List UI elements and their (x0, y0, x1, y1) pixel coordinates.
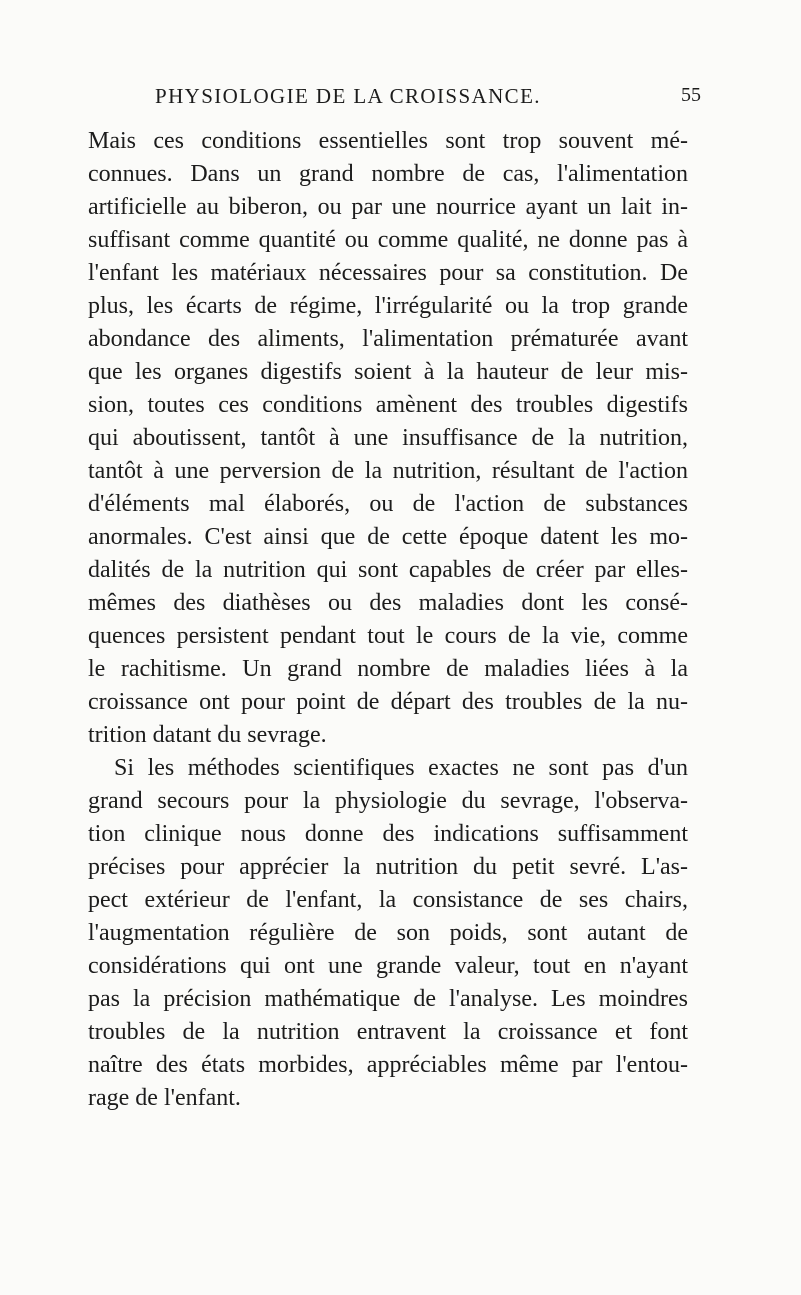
text-line: mêmes des diathèses ou des maladies dont les consé- (88, 590, 688, 616)
text-line: troubles de la nutrition entravent la croissance et font (88, 1019, 688, 1045)
text-line: plus, les écarts de régime, l'irrégularité ou la trop grande (88, 293, 688, 319)
text-line: le rachitisme. Un grand nombre de maladies liées à la (88, 656, 688, 682)
text-line: précises pour apprécier la nutrition du petit sevré. L'as- (88, 854, 688, 880)
text-line: que les organes digestifs soient à la hauteur de leur mis- (88, 359, 688, 385)
body-text (88, 125, 688, 1115)
text-line: trition datant du sevrage. (88, 722, 327, 748)
text-line: d'éléments mal élaborés, ou de l'action de substances (88, 491, 688, 517)
paragraph (88, 752, 688, 1115)
text-line: abondance des aliments, l'alimentation prématurée avant (88, 326, 688, 352)
text-line: dalités de la nutrition qui sont capables de créer par elles- (88, 557, 688, 583)
text-line: quences persistent pendant tout le cours de la vie, comme (88, 623, 688, 649)
text-line: tion clinique nous donne des indications suffisamment (88, 821, 688, 847)
text-line: Si les méthodes scientifiques exactes ne sont pas d'un (114, 755, 688, 781)
text-line: qui aboutissent, tantôt à une insuffisance de la nutrition, (88, 425, 688, 451)
page-number: 55 (681, 84, 701, 106)
text-line: suffisant comme quantité ou comme qualité, ne donne pas à (88, 227, 688, 253)
text-line: Mais ces conditions essentielles sont trop souvent mé- (88, 128, 688, 154)
text-line: pect extérieur de l'enfant, la consistance de ses chairs, (88, 887, 688, 913)
text-line: l'enfant les matériaux nécessaires pour sa constitution. De (88, 260, 688, 286)
text-line: rage de l'enfant. (88, 1085, 241, 1111)
text-line: anormales. C'est ainsi que de cette époque datent les mo- (88, 524, 688, 550)
text-line: artificielle au biberon, ou par une nourrice ayant un lait in- (88, 194, 688, 220)
text-line: croissance ont pour point de départ des troubles de la nu- (88, 689, 688, 715)
text-line: tantôt à une perversion de la nutrition, résultant de l'action (88, 458, 688, 484)
running-title: PHYSIOLOGIE DE LA CROISSANCE. (155, 84, 541, 108)
text-line: sion, toutes ces conditions amènent des troubles digestifs (88, 392, 688, 418)
text-line: pas la précision mathématique de l'analyse. Les moindres (88, 986, 688, 1012)
text-line: naître des états morbides, appréciables même par l'entou- (88, 1052, 688, 1078)
paragraph (88, 125, 688, 752)
text-line: connues. Dans un grand nombre de cas, l'alimentation (88, 161, 688, 187)
text-line: grand secours pour la physiologie du sevrage, l'observa- (88, 788, 688, 814)
text-line: considérations qui ont une grande valeur, tout en n'ayant (88, 953, 688, 979)
text-line: l'augmentation régulière de son poids, sont autant de (88, 920, 688, 946)
running-head (155, 84, 701, 116)
